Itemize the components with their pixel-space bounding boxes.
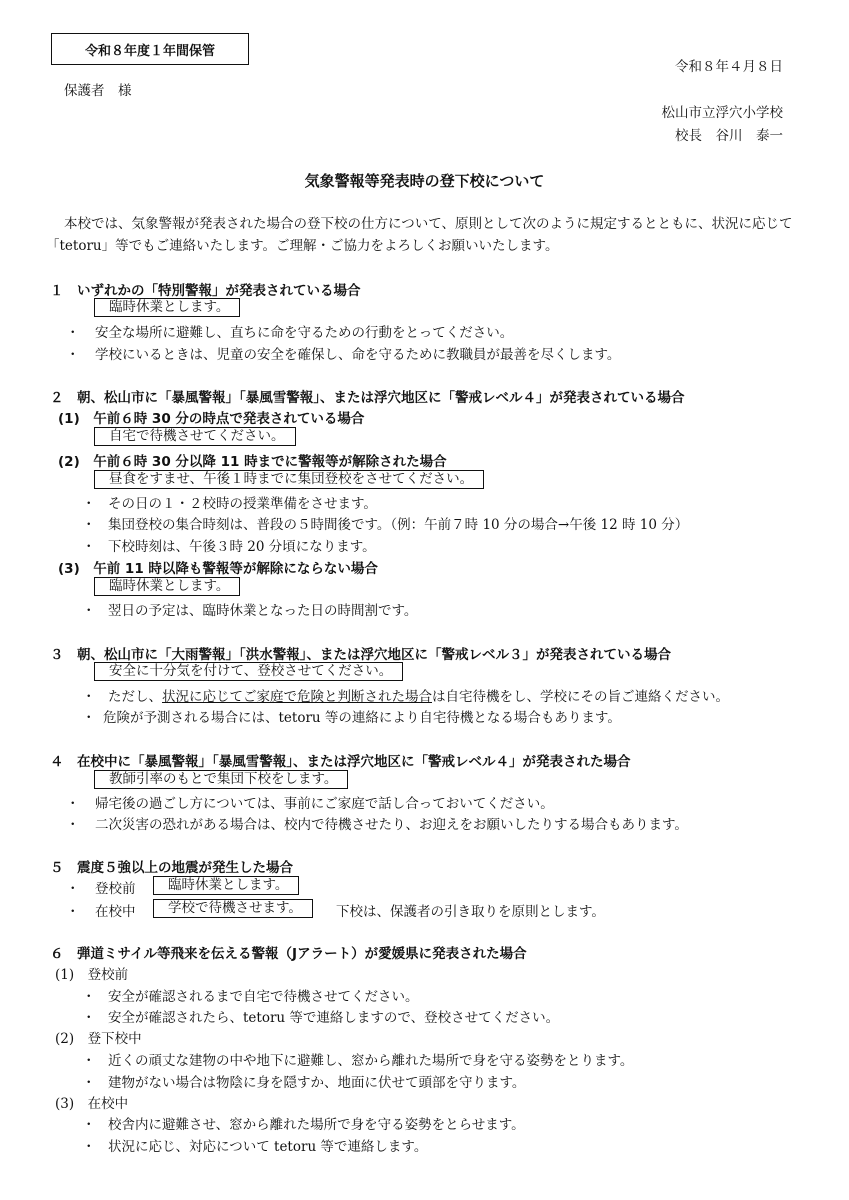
- list-item: 学校にいるときは、児童の安全を確保し、命を守るために教職員が最善を尽くします。: [95, 347, 621, 363]
- bullet-icon: ・: [66, 796, 80, 812]
- bullet-icon: ・: [66, 904, 80, 920]
- bullet-icon: ・: [82, 1010, 96, 1026]
- section-1-heading: １ いずれかの「特別警報」が発表されている場合: [50, 283, 361, 299]
- school-name: 松山市立浮穴小学校: [661, 105, 783, 121]
- section-1-box: 臨時休業とします。: [94, 298, 240, 317]
- during-school-label: 在校中: [95, 904, 136, 920]
- recipient: 保護者 様: [64, 83, 132, 99]
- section-6-heading: ６ 弾道ミサイル等飛来を伝える警報（Jアラート）が愛媛県に発表された場合: [50, 946, 527, 962]
- bullet-icon: ・: [82, 1075, 96, 1091]
- section-2-sub-2-box: 昼食をすませ、午後１時までに集団登校をさせてください。: [94, 470, 484, 489]
- item-text: ただし、: [108, 689, 162, 705]
- list-item: 安全が確認されるまで自宅で待機させてください。: [108, 989, 419, 1005]
- list-item: 帰宅後の過ごし方については、事前にご家庭で話し合っておいてください。: [95, 796, 554, 812]
- before-school-box: 臨時休業とします。: [153, 876, 299, 895]
- item-underlined-text: 状況に応じてご家庭で危険と判断された場合: [162, 689, 432, 705]
- bullet-icon: ・: [66, 817, 80, 833]
- bullet-icon: ・: [66, 881, 80, 897]
- during-school-box: 学校で待機させます。: [153, 899, 313, 918]
- section-2-sub-3: (3) 午前 11 時以降も警報等が解除にならない場合: [58, 561, 378, 577]
- section-3-box: 安全に十分気を付けて、登校させてください。: [94, 662, 403, 681]
- bullet-icon: ・: [82, 1139, 96, 1155]
- during-school-note: 下校は、保護者の引き取りを原則とします。: [336, 904, 605, 920]
- section-6-sub-3: (3) 在校中: [55, 1096, 129, 1112]
- document-date: 令和８年４月８日: [675, 59, 783, 75]
- principal-name: 校長 谷川 泰一: [675, 128, 783, 144]
- bullet-icon: ・: [82, 603, 96, 619]
- bullet-icon: ・: [82, 1053, 96, 1069]
- bullet-icon: ・: [82, 989, 96, 1005]
- section-2-heading: ２ 朝、松山市に「暴風警報」「暴風雪警報」、または浮穴地区に「警戒レベル４」が発表されている場合: [50, 390, 685, 406]
- section-2-sub-1: (1) 午前６時 30 分の時点で発表されている場合: [58, 411, 365, 427]
- bullet-icon: ・: [82, 710, 96, 726]
- section-4-heading: ４ 在校中に「暴風警報」「暴風雪警報」、または浮穴地区に「警戒レベル４」が発表された場合: [50, 754, 631, 770]
- list-item: 校舎内に避難させ、窓から離れた場所で身を守る姿勢をとらせます。: [108, 1117, 525, 1133]
- list-item: 下校時刻は、午後３時 20 分頃になります。: [108, 539, 376, 555]
- list-item: 状況に応じ、対応について tetoru 等で連絡します。: [108, 1139, 428, 1155]
- list-item: 危険が予測される場合には、tetoru 等の連絡により自宅待機となる場合もあります。: [103, 710, 621, 726]
- list-item: [108, 685, 729, 705]
- intro-paragraph: 本校では、気象警報が発表された場合の登下校の仕方について、原則として次のように規定するとともに、状況に応じて「tetoru」等でもご連絡いたします。ご理解・ご協力をよろしくお願いいたします。: [46, 216, 793, 254]
- item-text: は自宅待機をし、学校にその旨ご連絡ください。: [432, 689, 729, 705]
- list-item: 集団登校の集合時刻は、普段の５時間後です。（例：午前７時 10 分の場合→午後 12 時 10 分）: [108, 517, 689, 533]
- list-item: 安全な場所に避難し、直ちに命を守るための行動をとってください。: [95, 325, 514, 341]
- list-item: 二次災害の恐れがある場合は、校内で待機させたり、お迎えをお願いしたりする場合もあります。: [95, 817, 688, 833]
- list-item: 翌日の予定は、臨時休業となった日の時間割です。: [108, 603, 418, 619]
- bullet-icon: ・: [82, 496, 96, 512]
- section-3-heading: ３ 朝、松山市に「大雨警報」「洪水警報」、または浮穴地区に「警戒レベル３」が発表されている場合: [50, 647, 671, 663]
- list-item: 建物がない場合は物陰に身を隠すか、地面に伏せて頭部を守ります。: [108, 1075, 526, 1091]
- bullet-icon: ・: [66, 347, 80, 363]
- section-2-sub-3-box: 臨時休業とします。: [94, 577, 240, 596]
- section-5-heading: ５ 震度５強以上の地震が発生した場合: [50, 860, 293, 876]
- section-6-sub-1: (1) 登校前: [55, 967, 129, 983]
- before-school-label: 登校前: [95, 881, 136, 897]
- bullet-icon: ・: [82, 517, 96, 533]
- list-item: その日の１・２校時の授業準備をさせます。: [108, 496, 377, 512]
- list-item: 安全が確認されたら、tetoru 等で連絡しますので、登校させてください。: [108, 1010, 560, 1026]
- document-title: 気象警報等発表時の登下校について: [304, 172, 545, 190]
- bullet-icon: ・: [82, 1117, 96, 1133]
- section-6-sub-2: (2) 登下校中: [55, 1031, 142, 1047]
- section-2-sub-2: (2) 午前６時 30 分以降 11 時までに警報等が解除された場合: [58, 454, 447, 470]
- retention-label: 令和８年度１年間保管: [51, 33, 249, 65]
- bullet-icon: ・: [82, 539, 96, 555]
- bullet-icon: ・: [66, 325, 80, 341]
- section-2-sub-1-box: 自宅で待機させてください。: [94, 427, 296, 446]
- list-item: 近くの頑丈な建物の中や地下に避難し、窓から離れた場所で身を守る姿勢をとります。: [108, 1053, 634, 1069]
- bullet-icon: ・: [82, 689, 96, 705]
- section-4-box: 教師引率のもとで集団下校をします。: [94, 770, 348, 789]
